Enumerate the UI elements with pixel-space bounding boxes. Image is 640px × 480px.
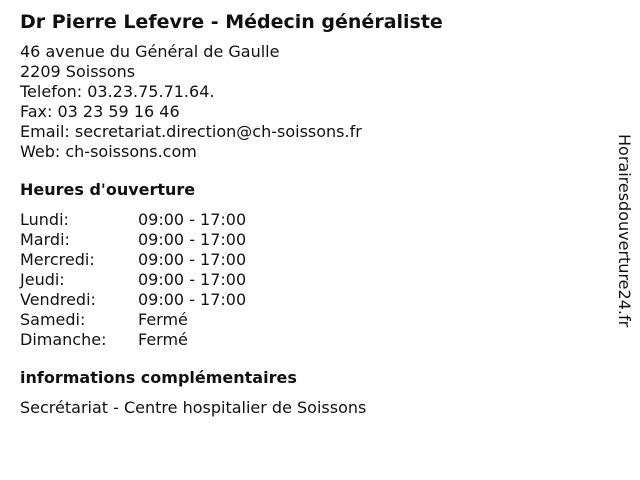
- day-hours: Fermé: [138, 310, 188, 329]
- hours-heading: Heures d'ouverture: [20, 180, 196, 199]
- extra-info-heading: informations complémentaires: [20, 368, 297, 387]
- page-title: Dr Pierre Lefevre - Médecin généraliste: [20, 11, 443, 33]
- day-label: Mercredi:: [20, 250, 95, 269]
- hours-row-friday: [20, 290, 246, 310]
- phone-line: Telefon: 03.23.75.71.64.: [20, 82, 215, 101]
- address-city: 2209 Soissons: [20, 62, 136, 81]
- day-hours: 09:00 - 17:00: [138, 210, 247, 229]
- hours-table: [20, 210, 246, 350]
- day-label: Jeudi:: [20, 270, 65, 289]
- extra-info-text: Secrétariat - Centre hospitalier de Soissons: [20, 398, 367, 417]
- hours-row-tuesday: [20, 230, 246, 250]
- day-label: Mardi:: [20, 230, 70, 249]
- day-hours: 09:00 - 17:00: [138, 230, 247, 249]
- contact-block: [20, 42, 600, 162]
- brand-watermark: Horairesdouverture24.fr: [615, 134, 634, 328]
- business-card: [20, 10, 600, 418]
- hours-row-saturday: [20, 310, 246, 330]
- hours-row-wednesday: [20, 250, 246, 270]
- day-label: Vendredi:: [20, 290, 96, 309]
- hours-row-sunday: [20, 330, 246, 350]
- day-hours: 09:00 - 17:00: [138, 270, 247, 289]
- fax-line: Fax: 03 23 59 16 46: [20, 102, 180, 121]
- day-hours: Fermé: [138, 330, 188, 349]
- hours-row-monday: [20, 210, 246, 230]
- day-hours: 09:00 - 17:00: [138, 250, 247, 269]
- day-label: Samedi:: [20, 310, 86, 329]
- hours-row-thursday: [20, 270, 246, 290]
- email-line: Email: secretariat.direction@ch-soissons.fr: [20, 122, 362, 141]
- day-hours: 09:00 - 17:00: [138, 290, 247, 309]
- day-label: Lundi:: [20, 210, 69, 229]
- day-label: Dimanche:: [20, 330, 107, 349]
- web-line: Web: ch-soissons.com: [20, 142, 197, 161]
- address-street: 46 avenue du Général de Gaulle: [20, 42, 280, 61]
